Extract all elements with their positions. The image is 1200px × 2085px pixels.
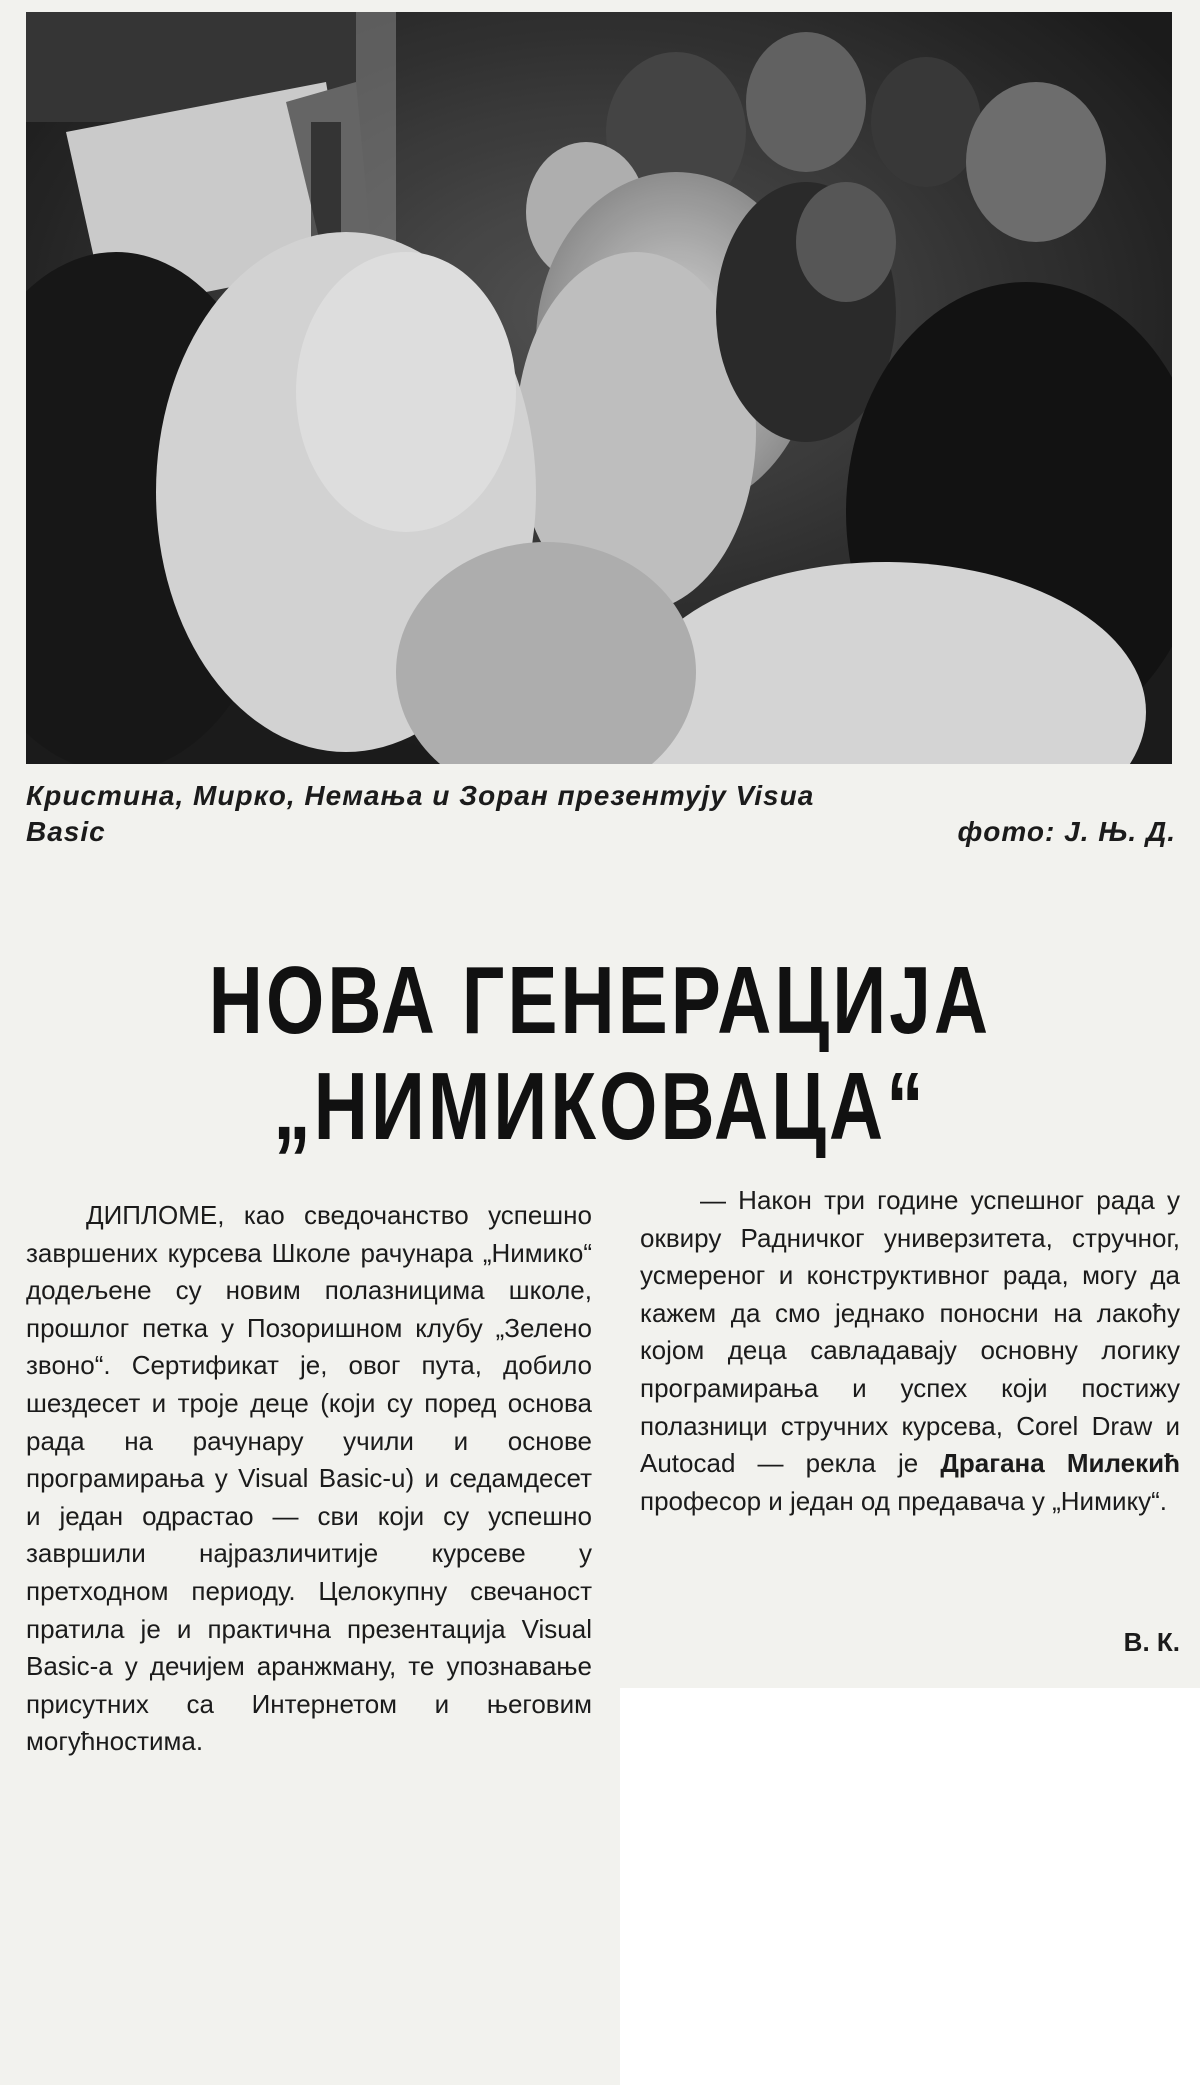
- blank-paper-area: [620, 1688, 1200, 2085]
- caption-line2: [26, 814, 1176, 850]
- article-photo: [26, 12, 1172, 764]
- caption-text-line1: Кристина, Мирко, Немања и Зоран презентују Visua: [26, 780, 815, 811]
- author-signature: В. К.: [1123, 1627, 1180, 1657]
- article-headline: [60, 948, 1140, 1160]
- quote-text-part2: професор и један од предавача у „Нимику“.: [640, 1485, 1168, 1516]
- photo-illustration: [26, 12, 1172, 764]
- photo-credit: фото: Ј. Њ. Д.: [957, 816, 1176, 847]
- quoted-person-name: Драгана Милекић: [940, 1448, 1180, 1479]
- headline-line1: НОВА ГЕНЕРАЦИЈА: [208, 947, 992, 1054]
- photo-caption: [26, 778, 1176, 850]
- article-body-right-column: [640, 1182, 1180, 1520]
- headline-line2: „НИМИКОВАЦА“: [273, 1053, 927, 1160]
- quote-text-part1: — Након три године успешног рада у оквиру Радничког универзитета, стручног, усмереног и конструктивног рада, могу да кажем да смо једнако поносни на лакоћу којом деца савладавају основну логику програмирања и успех који постижу полазници стручних курсева, Corel Draw и Autocad — рекла је: [640, 1185, 1180, 1479]
- article-body-left-column: ДИПЛОМЕ, као сведочанство успешно завршених курсева Школе рачунара „Нимико“ додељене су новим полазницима школе, прошлог петка у Позоришном клубу „Зелено звоно“. Сертификат је, овог пута, добило шездесет и троје деце (који су поред основа рада на рачунару учили и основе програмирања у Visual Basic-u) и седамдесет и један одрастао — сви који су успешно завршили најразличитије курсеве у претходном периоду. Целокупну свечаност пратила је и практична презентација Visual Basic-a у дечијем аранжману, те упознавање присутних са Интернетом и његовим могућностима.: [26, 1200, 592, 1757]
- caption-text-line2: Basic: [26, 816, 106, 847]
